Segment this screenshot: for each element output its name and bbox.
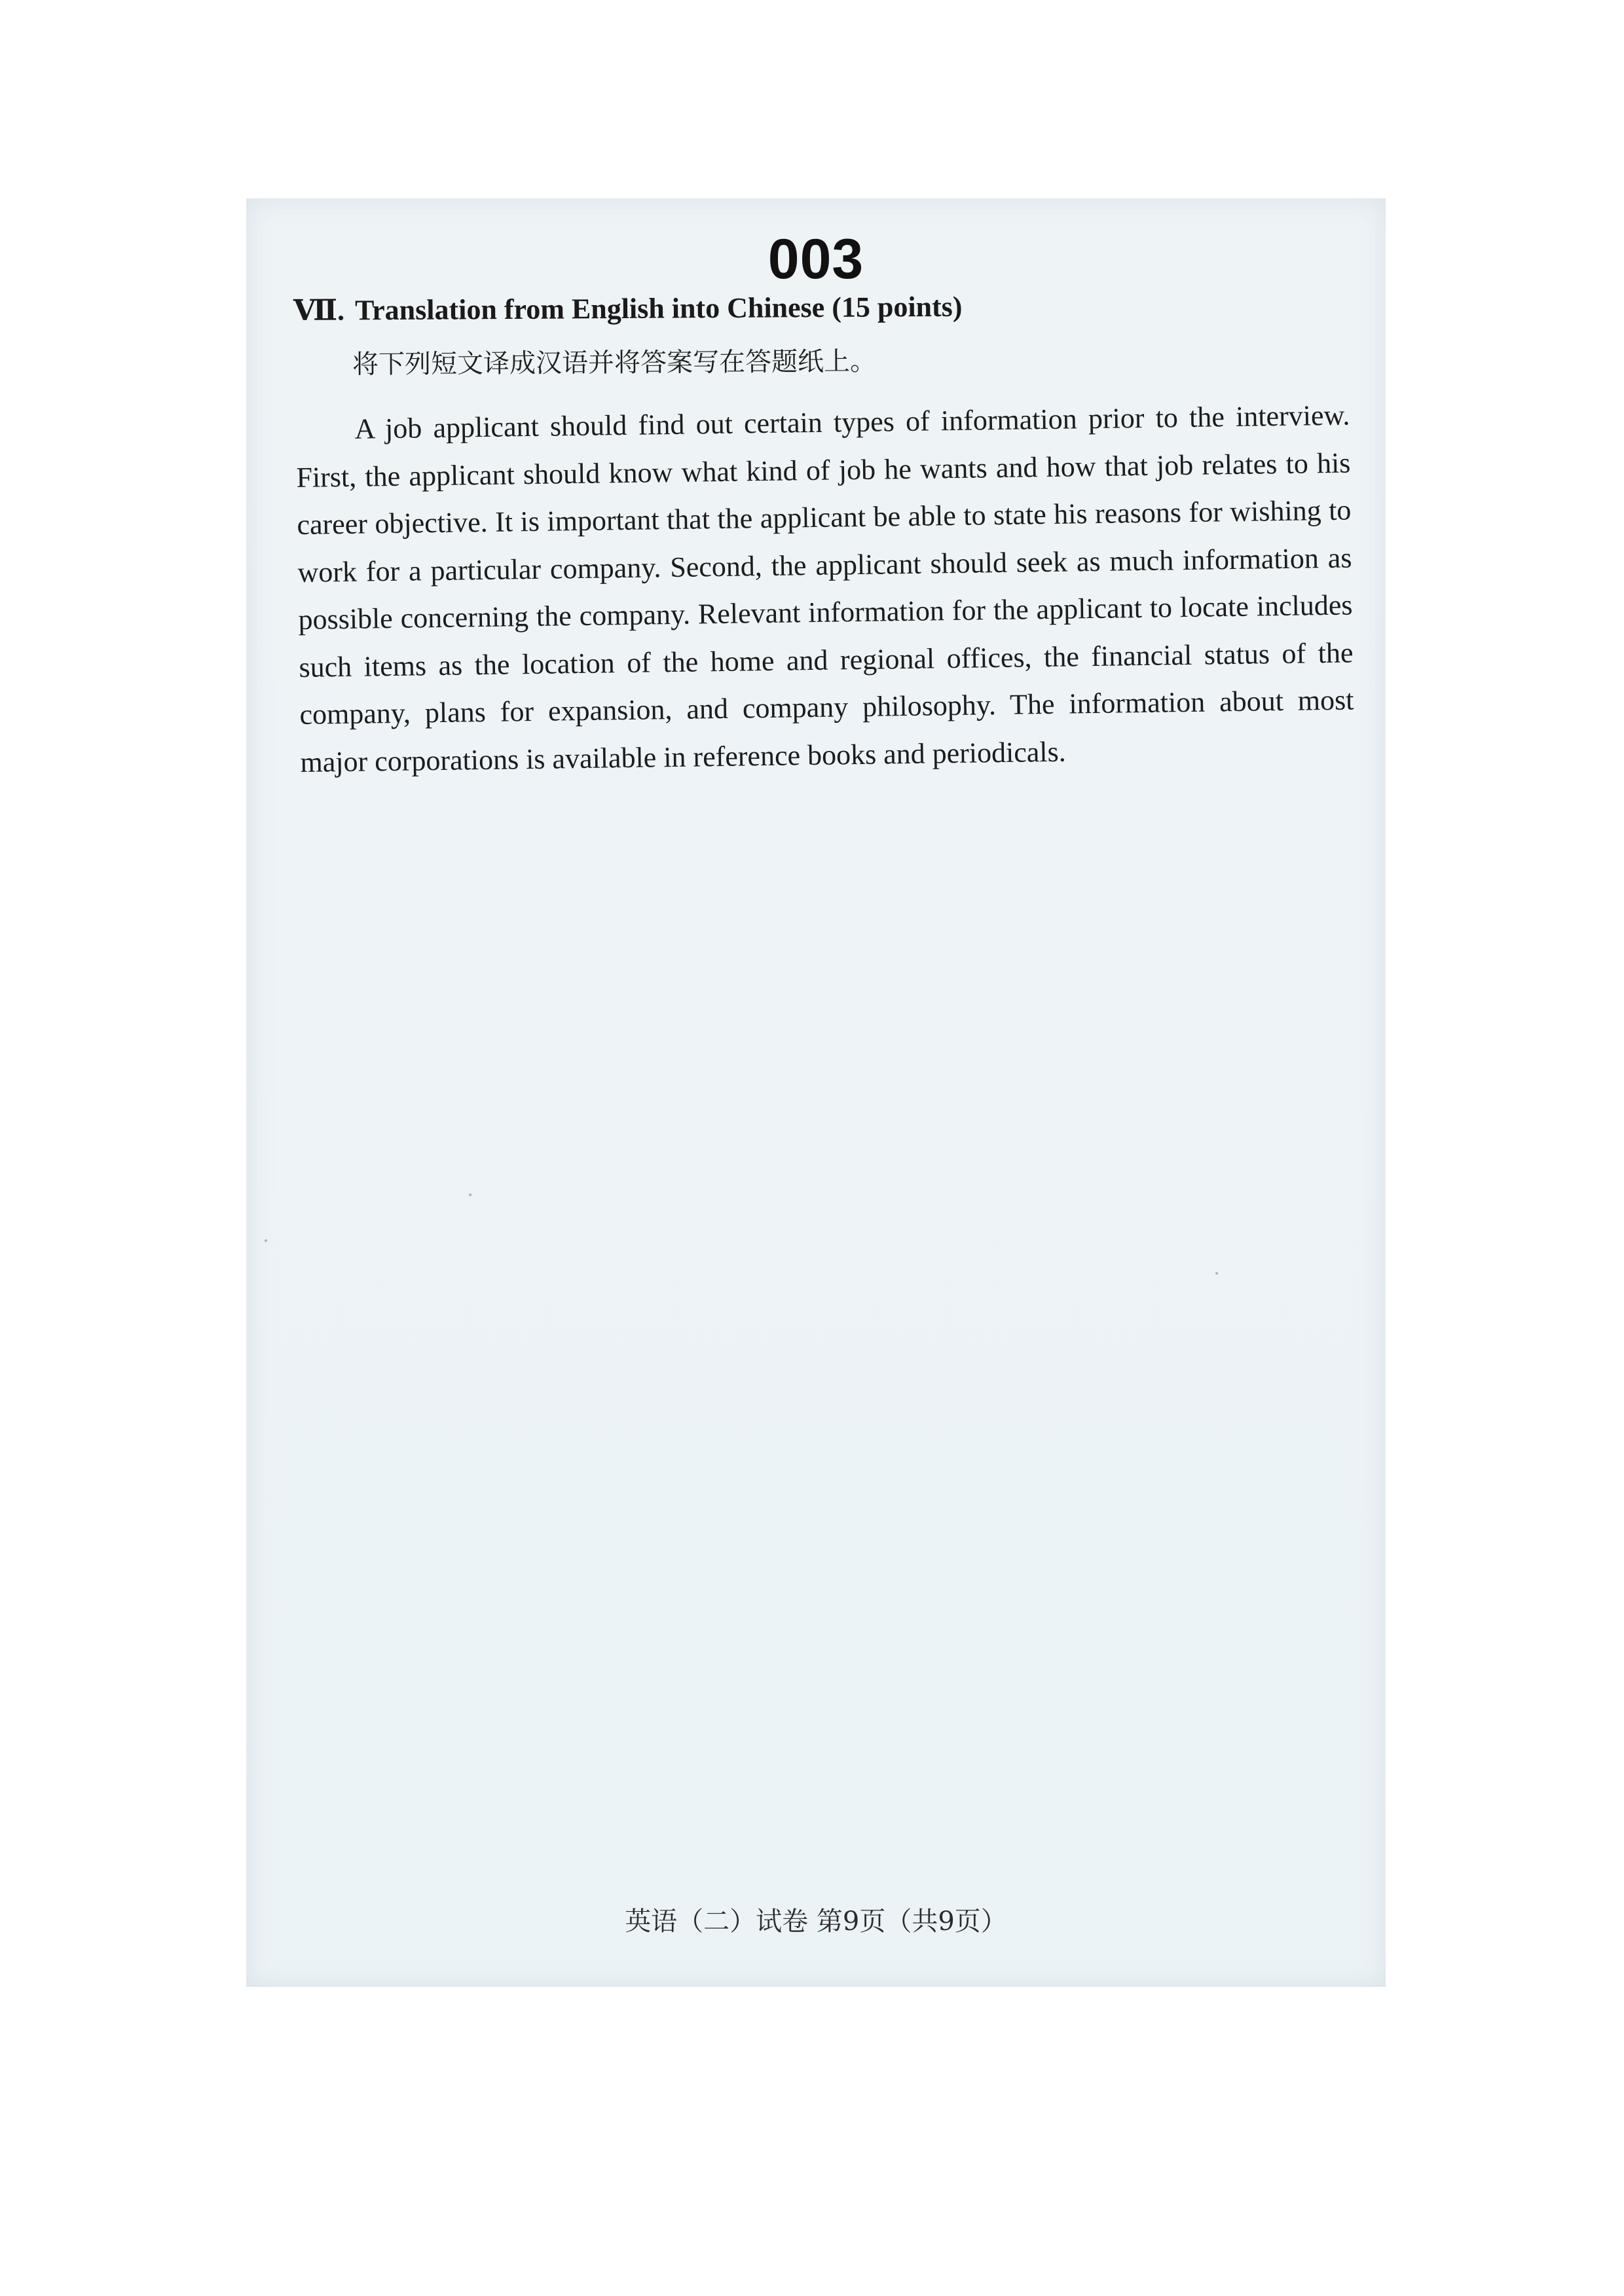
section-title: Translation from English into Chinese (15 points) [354,290,963,327]
scan-speck [469,1194,471,1196]
scan-speck [265,1239,267,1242]
page-footer: 英语（二）试卷 第9页（共9页） [625,1906,1007,1937]
section-heading [293,290,963,327]
page-label: 003 [767,228,864,291]
scanned-exam-page [246,198,1386,1987]
section-numeral: Ⅶ. [293,294,345,327]
passage-text: A job applicant should find out certain types of information prior to the interview. First, the applicant should know what kind of job he wants and how that job relates to his career objective. It is important that the applicant be able to state his reasons for wishing to work for a particular company. Second, the applicant should seek as much information as possible concerning the company. Relevant information for the applicant to locate includes such items as the location of the home and regional offices, the financial status of the company, plans for expansion, and company philosophy. The information about most major corporations is available in reference books and periodicals. [296,399,1354,778]
section-instruction: 将下列短文译成汉语并将答案写在答题纸上。 [352,346,877,380]
scan-speck [1215,1272,1218,1275]
